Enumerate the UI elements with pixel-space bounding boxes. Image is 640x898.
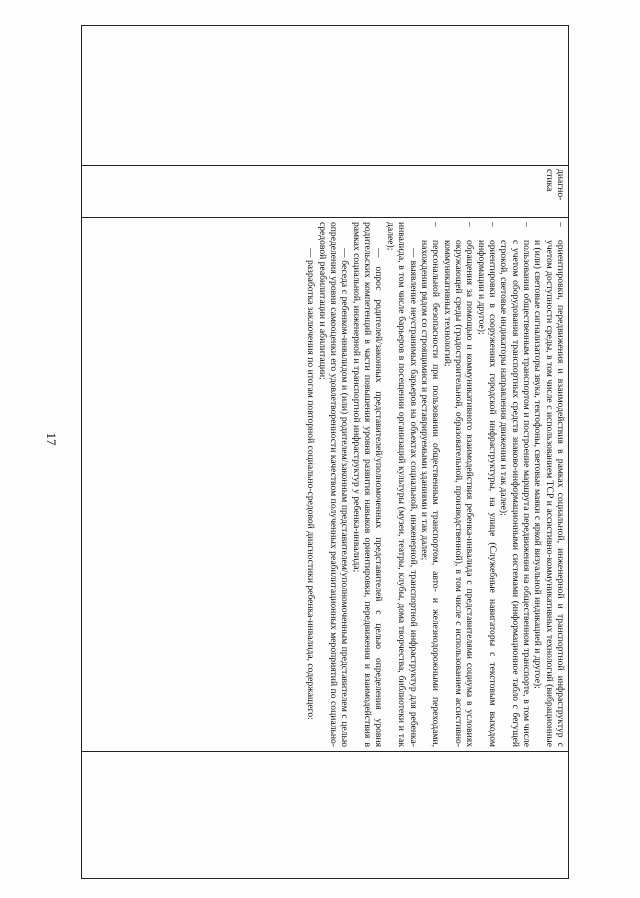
list-dash: – (464, 222, 476, 227)
list-item-text: персональной безопасности при пользовании общественным транспортом, авто- и железнодорожными переходами, нахождения рядом со строящимися и реставрируемыми зданиями и так далее; (418, 240, 442, 747)
list-item-text: ориентировки, передвижения и взаимодействия в рамках социальной, инженерной и транспортной инфраструктур с учетом доступности среды, в том числе с использованием ТСР и ассистивно-коммуникативных технологий (вибрационные и (или) световые сигнализаторы звука, тектофоны, световые маяки с яркой визуальной индикацией и другое); (532, 240, 566, 747)
paragraph: — опрос родителей/законных представителей/уполномоченных представителей с целью определения уровня родительских компетенций в части повышения уровня развития навыков ориентировки, передвижения и взаимодействия в рамках социальной, инженерной и транспортной инфраструктур у ребенка-инвалида; (350, 222, 385, 747)
page-number: 17 (44, 432, 59, 446)
rotated-table-frame (81, 25, 569, 878)
row-label: диагно- стика (543, 169, 566, 201)
list-item-text: пользования общественным транспортом и построение маршрута передвижения на общественном транспорте, в том числе с учетом оборудования транспортных средств знаково-информационными системами (информационное табло с бегущей строкой, световые индикаторы направления движения и так далее); (498, 240, 532, 747)
list-item (498, 222, 532, 747)
paragraph: — выявление неустранимых барьеров на объектах социальной, инженерной, транспортной инфраструктур для ребенка-инвалида, в том числе барьеров в посещении организаций культуры (музеи, театры, клубы, дома творчества, библиотеки и так далее); (384, 222, 419, 747)
list-item (441, 222, 475, 747)
list-item (475, 222, 498, 747)
paragraph: — разработка заключения по итогам повторной социально-средовой диагностики ребенка-инвалида, содержащего: (305, 248, 317, 720)
list-item (532, 222, 566, 747)
list-dash: – (520, 222, 532, 227)
content-cell (82, 218, 569, 752)
empty-cell-right (82, 752, 569, 879)
list-dash: – (486, 222, 498, 227)
empty-cell-left (82, 26, 569, 166)
content-text (305, 218, 568, 751)
content-table (81, 25, 569, 879)
table-row (82, 26, 569, 879)
paragraph: — беседа с ребенком-инвалидом и (или) родителем/законным представителем/уполномоченным представителем с целью определения уровня самооценки его удовлетворенности качеством полученных реабилитационных мероприятий по социально-средовой реабилитации и абилитации; (316, 222, 351, 747)
list-dash: – (555, 222, 566, 227)
list-item-text: обращения за помощью и коммуникативного взаимодействия ребенка-инвалида с представителями социума в условиях окружающей среды (градостроительной, образовательной, производственной), в том числе с использованием ассистивно-коммуникативных технологий; (441, 240, 476, 747)
list-dash: – (430, 222, 442, 227)
list-item (419, 222, 442, 747)
row-label-cell (82, 166, 569, 218)
list-item-text: ориентировки в сооружениях городской инфраструктуры, на улице (Служебные навигаторы с текстовым выходом информации и другое); (475, 240, 498, 747)
